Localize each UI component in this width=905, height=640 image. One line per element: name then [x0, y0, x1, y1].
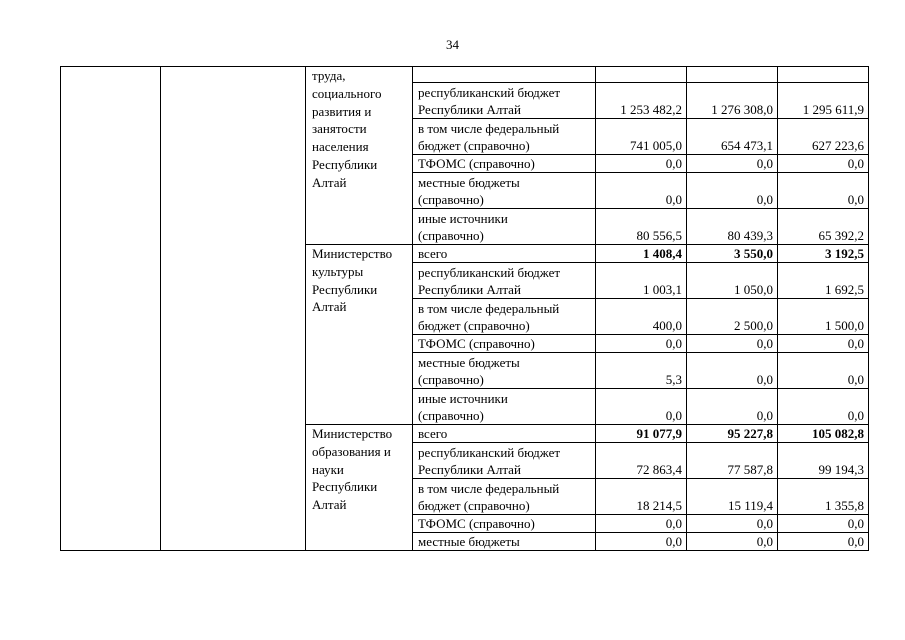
funding-source-line: бюджет (справочно) — [418, 318, 530, 333]
funding-source-line: (справочно) — [418, 228, 484, 243]
funding-source-cell — [413, 389, 596, 425]
value-cell-year-2: 80 439,3 — [687, 209, 778, 245]
organization-line: культуры — [312, 263, 364, 279]
organization-line: Республики — [312, 281, 378, 297]
funding-source-cell — [413, 263, 596, 299]
funding-source-line: республиканский бюджет — [418, 265, 561, 280]
funding-source-cell — [413, 67, 596, 83]
funding-source-line: иные источники — [418, 211, 508, 226]
value-cell-year-2: 1 050,0 — [687, 263, 778, 299]
value-cell-year-1: 0,0 — [596, 173, 687, 209]
organization-line: образования и — [312, 443, 391, 459]
value-cell-year-1: 0,0 — [596, 335, 687, 353]
organization-line: труда, — [312, 68, 346, 83]
funding-source-line: местные бюджеты — [418, 175, 520, 190]
value-cell-year-3: 0,0 — [778, 155, 869, 173]
funding-source-cell — [413, 155, 596, 173]
value-cell-year-3: 0,0 — [778, 353, 869, 389]
value-cell-year-2: 2 500,0 — [687, 299, 778, 335]
table-row — [61, 67, 869, 83]
value-cell-year-1: 741 005,0 — [596, 119, 687, 155]
organization-line: Республики — [312, 479, 378, 495]
value-cell-year-3 — [778, 67, 869, 83]
value-cell-year-1: 400,0 — [596, 299, 687, 335]
funding-source-cell — [413, 335, 596, 353]
value-cell-year-2: 654 473,1 — [687, 119, 778, 155]
funding-source-line: всего — [418, 426, 448, 441]
value-cell-year-1: 72 863,4 — [596, 443, 687, 479]
funding-source-line: Республики Алтай — [418, 462, 521, 477]
organization-line: социального — [312, 85, 382, 101]
budget-table — [60, 66, 869, 551]
value-cell-year-1 — [596, 67, 687, 83]
value-cell-year-3: 3 192,5 — [778, 245, 869, 263]
funding-source-cell — [413, 353, 596, 389]
value-cell-year-3: 627 223,6 — [778, 119, 869, 155]
organization-line: Республики — [312, 156, 378, 172]
funding-source-cell — [413, 533, 596, 551]
page-number: 34 — [446, 37, 459, 52]
value-cell-year-1: 0,0 — [596, 389, 687, 425]
value-cell-year-2: 3 550,0 — [687, 245, 778, 263]
value-cell-year-2: 77 587,8 — [687, 443, 778, 479]
organization-cell — [306, 425, 413, 551]
value-cell-year-1: 0,0 — [596, 155, 687, 173]
funding-source-line: Республики Алтай — [418, 282, 521, 297]
value-cell-year-2: 0,0 — [687, 335, 778, 353]
funding-source-line: ТФОМС (справочно) — [418, 516, 535, 531]
value-cell-year-1: 1 253 482,2 — [596, 83, 687, 119]
value-cell-year-2: 1 276 308,0 — [687, 83, 778, 119]
value-cell-year-3: 0,0 — [778, 173, 869, 209]
funding-source-line: республиканский бюджет — [418, 85, 561, 100]
value-cell-year-3: 0,0 — [778, 335, 869, 353]
organization-line: населения — [312, 139, 369, 155]
funding-source-line: бюджет (справочно) — [418, 498, 530, 513]
organization-line: Алтай — [312, 174, 347, 190]
funding-source-line: местные бюджеты — [418, 355, 520, 370]
organization-line: Министерство — [312, 246, 393, 261]
funding-source-cell — [413, 209, 596, 245]
value-cell-year-3: 0,0 — [778, 389, 869, 425]
value-cell-year-3: 1 295 611,9 — [778, 83, 869, 119]
blank-col-2 — [161, 67, 306, 551]
funding-source-cell — [413, 443, 596, 479]
organization-line: занятости — [312, 121, 367, 137]
value-cell-year-2 — [687, 67, 778, 83]
funding-source-cell — [413, 425, 596, 443]
funding-source-cell — [413, 119, 596, 155]
value-cell-year-3: 1 692,5 — [778, 263, 869, 299]
funding-source-line: иные источники — [418, 391, 508, 406]
value-cell-year-1: 0,0 — [596, 515, 687, 533]
value-cell-year-3: 65 392,2 — [778, 209, 869, 245]
funding-source-cell — [413, 515, 596, 533]
value-cell-year-3: 1 500,0 — [778, 299, 869, 335]
value-cell-year-2: 0,0 — [687, 515, 778, 533]
value-cell-year-1: 91 077,9 — [596, 425, 687, 443]
funding-source-cell — [413, 83, 596, 119]
value-cell-year-1: 18 214,5 — [596, 479, 687, 515]
value-cell-year-1: 0,0 — [596, 533, 687, 551]
funding-source-line: (справочно) — [418, 192, 484, 207]
value-cell-year-2: 0,0 — [687, 353, 778, 389]
value-cell-year-2: 0,0 — [687, 173, 778, 209]
funding-source-line: Республики Алтай — [418, 102, 521, 117]
value-cell-year-1: 1 408,4 — [596, 245, 687, 263]
value-cell-year-3: 99 194,3 — [778, 443, 869, 479]
value-cell-year-2: 15 119,4 — [687, 479, 778, 515]
value-cell-year-3: 0,0 — [778, 533, 869, 551]
funding-source-cell — [413, 245, 596, 263]
funding-source-line: ТФОМС (справочно) — [418, 336, 535, 351]
organization-cell — [306, 67, 413, 245]
funding-source-line: ТФОМС (справочно) — [418, 156, 535, 171]
organization-line: науки — [312, 461, 344, 477]
organization-line: развития и — [312, 103, 372, 119]
organization-cell — [306, 245, 413, 425]
budget-table-body — [61, 67, 869, 551]
funding-source-line: всего — [418, 246, 448, 261]
value-cell-year-2: 0,0 — [687, 155, 778, 173]
value-cell-year-2: 0,0 — [687, 533, 778, 551]
value-cell-year-3: 0,0 — [778, 515, 869, 533]
funding-source-line: бюджет (справочно) — [418, 138, 530, 153]
funding-source-line: в том числе федеральный — [418, 481, 560, 496]
value-cell-year-1: 80 556,5 — [596, 209, 687, 245]
value-cell-year-2: 95 227,8 — [687, 425, 778, 443]
organization-line: Алтай — [312, 497, 347, 513]
funding-source-line: местные бюджеты — [418, 534, 520, 549]
organization-line: Министерство — [312, 426, 393, 441]
funding-source-line: (справочно) — [418, 408, 484, 423]
value-cell-year-1: 5,3 — [596, 353, 687, 389]
funding-source-line: в том числе федеральный — [418, 301, 560, 316]
funding-source-line: (справочно) — [418, 372, 484, 387]
value-cell-year-1: 1 003,1 — [596, 263, 687, 299]
value-cell-year-2: 0,0 — [687, 389, 778, 425]
funding-source-line: республиканский бюджет — [418, 445, 561, 460]
organization-line: Алтай — [312, 299, 347, 315]
funding-source-cell — [413, 479, 596, 515]
funding-source-cell — [413, 299, 596, 335]
funding-source-cell — [413, 173, 596, 209]
value-cell-year-3: 1 355,8 — [778, 479, 869, 515]
value-cell-year-3: 105 082,8 — [778, 425, 869, 443]
funding-source-line: в том числе федеральный — [418, 121, 560, 136]
blank-col-1 — [61, 67, 161, 551]
